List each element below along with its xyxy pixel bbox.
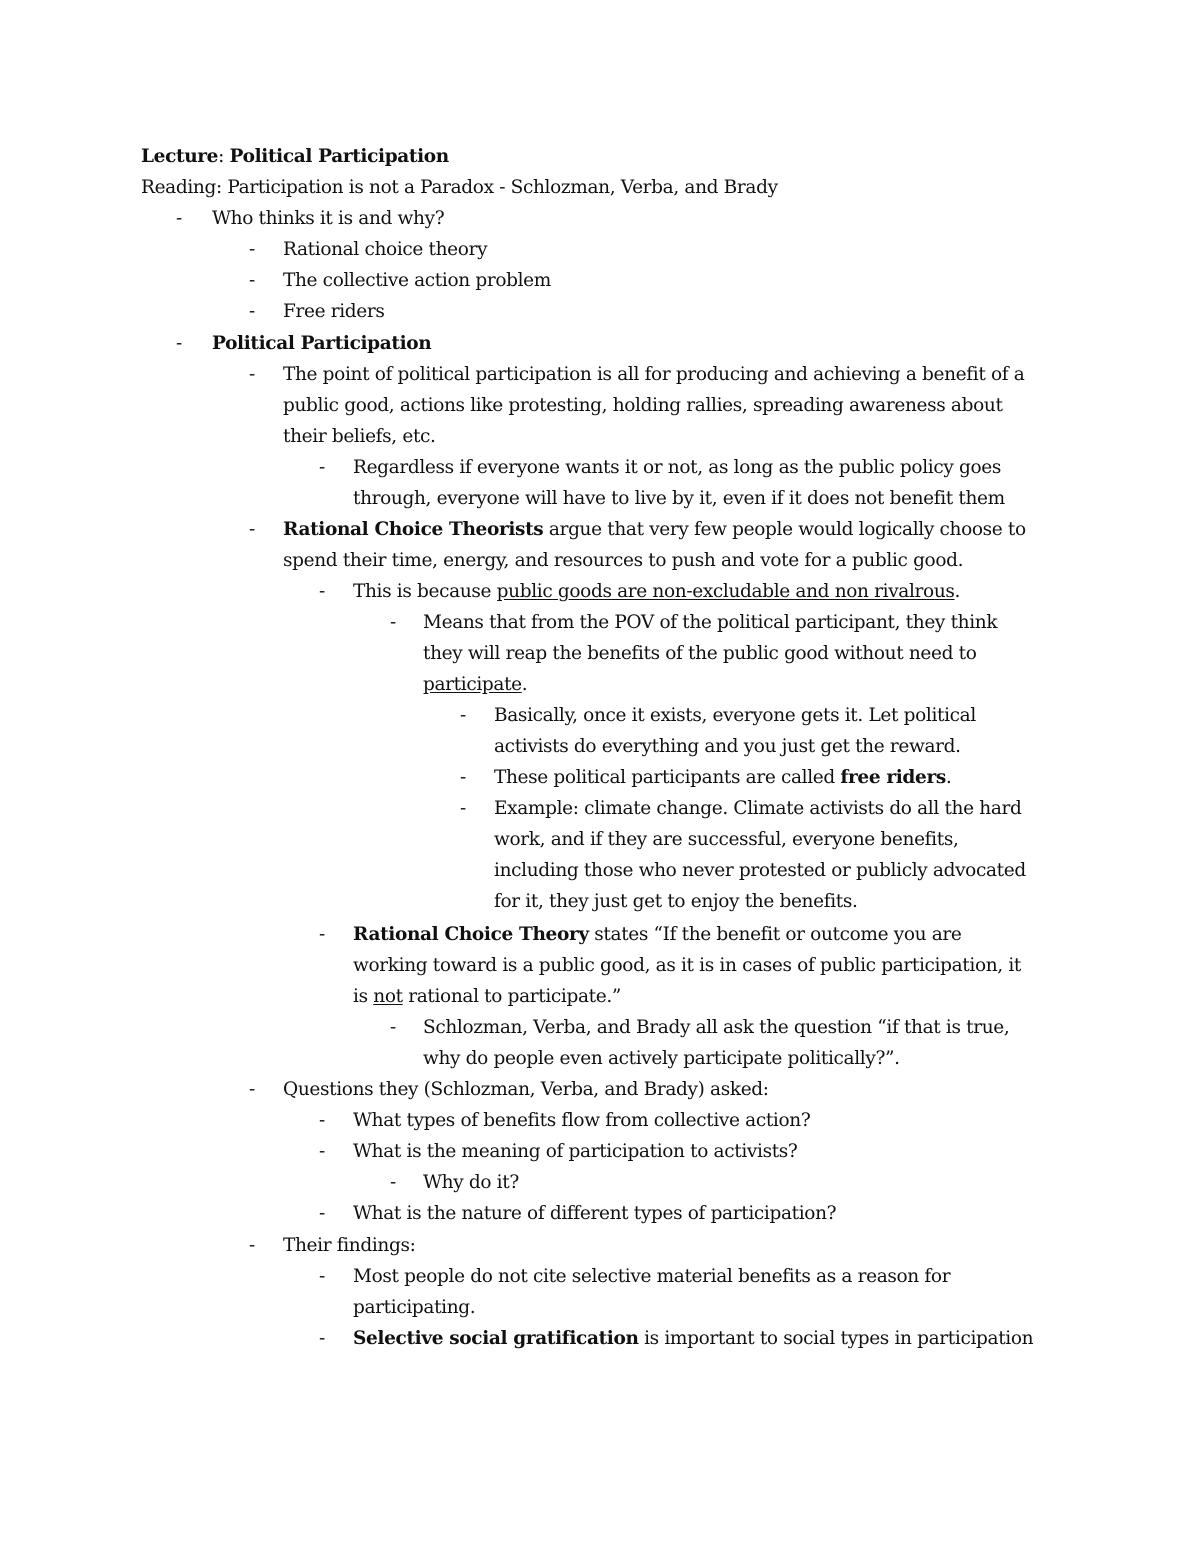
bullet-dash: - [319, 1266, 326, 1287]
text-line: What is the meaning of participation to activists? [353, 1141, 798, 1162]
text-line: spend their time, energy, and resources to push and vote for a public good. [283, 550, 964, 571]
text-line: Means that from the POV of the political participant, they think [423, 612, 998, 633]
text-line: Schlozman, Verba, and Brady all ask the question “if that is true, [423, 1017, 1010, 1038]
bullet-rational-choice-theory: Rational choice theory [283, 239, 488, 260]
bullet-dash: - [249, 1235, 256, 1256]
text-line [494, 762, 951, 793]
text-run: . [945, 767, 952, 788]
text-line: Regardless if everyone wants it or not, as long as the public policy goes [353, 457, 1002, 478]
text-line: including those who never protested or publicly advocated [494, 860, 1026, 881]
bold-term: Rational Choice Theory [353, 924, 589, 945]
text-line: The point of political participation is all for producing and achieving a benefit of a [283, 364, 1025, 385]
bullet-dash: - [319, 924, 326, 945]
bullet-dash: - [249, 270, 256, 291]
bold-term: free riders [840, 767, 946, 788]
text-line: Basically, once it exists, everyone gets it. Let political [494, 705, 976, 726]
text-line: working toward is a public good, as it is in cases of public participation, it [353, 955, 1022, 976]
bullet-dash: - [460, 798, 467, 819]
bullet-dash: - [390, 612, 397, 633]
text-run: These political participants are called [494, 767, 841, 788]
text-run: This is because [353, 581, 497, 602]
bullet-dash: - [249, 519, 256, 540]
text-line: participating. [353, 1297, 476, 1318]
lecture-heading [141, 141, 449, 172]
text-line: Why do it? [423, 1172, 519, 1193]
bullet-free-riders: Free riders [283, 301, 385, 322]
text-line: why do people even actively participate politically?”. [423, 1048, 900, 1069]
bullet-political-participation [212, 328, 431, 359]
text-line: their beliefs, etc. [283, 426, 436, 447]
bullet-dash: - [249, 1079, 256, 1100]
text-run: states “If the benefit or outcome you are [588, 924, 962, 945]
text-line: activists do everything and you just get the reward. [494, 736, 961, 757]
bullet-dash: - [176, 333, 183, 354]
bullet-dash: - [390, 1172, 397, 1193]
bullet-dash: - [319, 1328, 326, 1349]
text-line: public good, actions like protesting, holding rallies, spreading awareness about [283, 395, 1003, 416]
bullet-dash: - [249, 239, 256, 260]
text-line [423, 669, 527, 700]
text-line [353, 919, 961, 950]
bullet-dash: - [319, 1203, 326, 1224]
bullet-dash: - [319, 1110, 326, 1131]
text-line: What is the nature of different types of participation? [353, 1203, 837, 1224]
underlined-text: participate [423, 674, 522, 695]
bullet-dash: - [319, 1141, 326, 1162]
bullet-dash: - [460, 705, 467, 726]
text-run: . [521, 674, 528, 695]
text-line: Most people do not cite selective material benefits as a reason for [353, 1266, 951, 1287]
text-line: through, everyone will have to live by it, even if it does not benefit them [353, 488, 1005, 509]
lecture-title: Political Participation [229, 146, 449, 167]
text-line: Questions they (Schlozman, Verba, and Brady) asked: [283, 1079, 769, 1100]
underlined-text: not [373, 986, 403, 1007]
text-line [353, 576, 960, 607]
text-run: argue that very few people would logically choose to [543, 519, 1026, 540]
text-line: work, and if they are successful, everyone benefits, [494, 829, 959, 850]
underlined-text: public goods are non-excludable and non rivalrous [496, 581, 955, 602]
text-line: Example: climate change. Climate activists do all the hard [494, 798, 1022, 819]
text-run: rational to participate.” [402, 986, 621, 1007]
bullet-dash: - [249, 301, 256, 322]
text-line [283, 514, 1026, 545]
bullet-dash: - [176, 208, 183, 229]
text-line [353, 1323, 1033, 1354]
section-heading: Political Participation [212, 333, 432, 354]
text-line: for it, they just get to enjoy the benefits. [494, 891, 858, 912]
bullet-dash: - [319, 581, 326, 602]
bullet-collective-action: The collective action problem [283, 270, 551, 291]
text-run: is important to social types in participation [638, 1328, 1034, 1349]
reading-line: Reading: Participation is not a Paradox - Schlozman, Verba, and Brady [141, 177, 778, 198]
text-run: . [954, 581, 961, 602]
bullet-who-thinks: Who thinks it is and why? [212, 208, 445, 229]
bullet-dash: - [249, 364, 256, 385]
heading-colon: : [218, 146, 230, 167]
bullet-dash: - [319, 457, 326, 478]
text-line [353, 981, 621, 1012]
text-line: they will reap the benefits of the public good without need to [423, 643, 977, 664]
lecture-label: Lecture [141, 146, 219, 167]
bullet-dash: - [460, 767, 467, 788]
bullet-dash: - [390, 1017, 397, 1038]
text-run: is [353, 986, 374, 1007]
text-line: Their findings: [283, 1235, 416, 1256]
text-line: What types of benefits flow from collective action? [353, 1110, 811, 1131]
bold-term: Rational Choice Theorists [283, 519, 544, 540]
bold-term: Selective social gratification [353, 1328, 639, 1349]
